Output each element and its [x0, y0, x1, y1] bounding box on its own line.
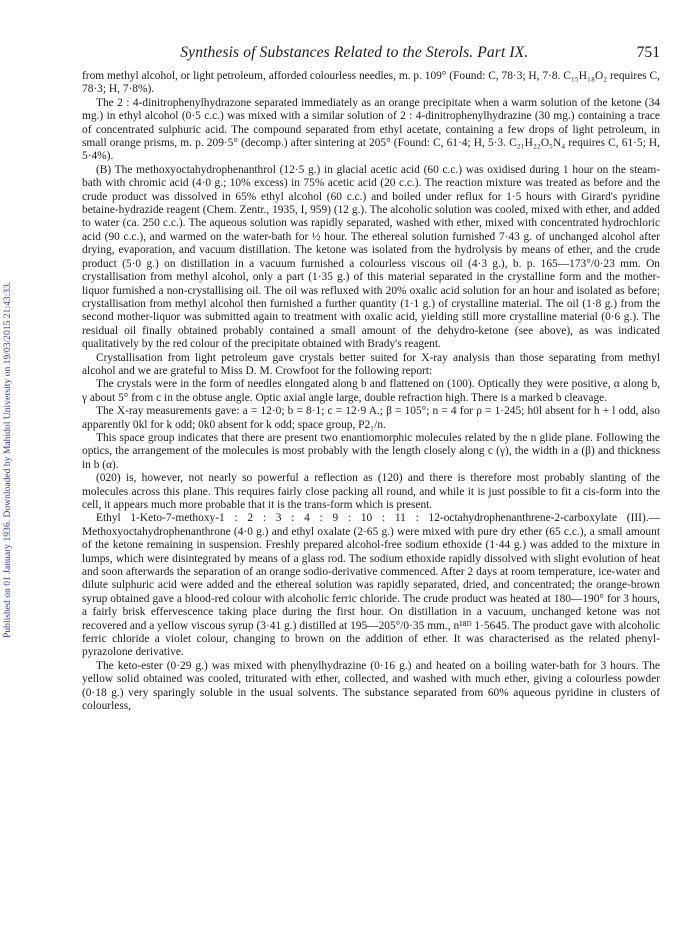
- body-text: [82, 70, 660, 714]
- download-watermark: Published on 01 January 1936. Downloaded by Mahidol University on 19/03/2015 21:43:33.: [2, 281, 13, 639]
- paragraph-crystallisation: Crystallisation from light petroleum gave crystals better suited for X-ray analysis than those separating from methyl alcohol and we are grateful to Miss D. M. Crowfoot for the following report:: [82, 351, 660, 377]
- paragraph-xray-measurements: The X-ray measurements gave: a = 12·0; b = 8·1; c = 12·9 A.; β = 105°; n = 4 for ρ = 1·245; h0l absent for h + l odd, also apparently 0kl for k odd; 0k0 absent for k odd; space group, P2₁/n.: [82, 405, 660, 431]
- paragraph-crystal-form: The crystals were in the form of needles elongated along b and flattened on (100). Optically they were positive, α along b, γ about 5° from c in the obtuse angle. Optic axial angle large, double refraction high. There is a marked b cleavage.: [82, 378, 660, 404]
- paragraph-reflection: (020) is, however, not nearly so powerful a reflection as (120) and there is therefore most probably slanting of the molecules across this plane. This requires fairly close packing all round, and while it is just possible to fit a cis-form into the cell, it appears much more probable that it is the trans-form which is present.: [82, 472, 660, 511]
- paragraph-phenylhydrazine: The keto-ester (0·29 g.) was mixed with phenylhydrazine (0·16 g.) and heated on a boiling water-bath for 3 hours. The yellow solid obtained was cooled, triturated with ether, collected, and washed with much ether, giving a colourless powder (0·18 g.) very sparingly soluble in the usual solvents. The substance separated from 60% aqueous pyridine in clusters of colourless,: [82, 659, 660, 713]
- paragraph-continuation: from methyl alcohol, or light petroleum, afforded colourless needles, m. p. 109° (Found: C, 78·3; H, 7·8. C₁₅H₁₈O₂ requires C, 78·3; H, 7·8%).: [82, 70, 660, 96]
- journal-page: [82, 44, 660, 714]
- running-header: [82, 44, 660, 70]
- paragraph-method-b: (B) The methoxyoctahydrophenanthrol (12·5 g.) in glacial acetic acid (60 c.c.) was oxidised during 1 hour on the steam-bath with chromic acid (4·0 g.; 10% excess) in 75% acetic acid (20 c.c.). The reaction mixture was treated as before and the crude product was dissolved in 65% ethyl alcohol (60 c.c.) and boiled under reflux for 1·5 hours with Girard's pyridine betaine-hydrazide reagent (Chem. Zentr., 1935, I, 959) (12 g.). The alcoholic solution was cooled, mixed with ether, and added to water (ca. 250 c.c.). The aqueous solution was rapidly separated, washed with ether, mixed with concentrated hydrochloric acid (90 c.c.), and warmed on the water-bath for ½ hour. The ethereal solution furnished 7·43 g. of unchanged alcohol after drying, evaporation, and vacuum distillation. The ketone was isolated from the hydrolysis by means of ether, and the crude product (5·0 g.) on distillation in a vacuum furnished a colourless viscous oil (4·3 g.), b. p. 165—173°/0·23 mm. On crystallisation from methyl alcohol, only a part (1·35 g.) of this material separated in the crystalline form and the mother-liquor furnished a non-crystallising oil. The oil was refluxed with 20% oxalic acid solution for an hour and isolated as before; crystallisation from methyl alcohol then furnished a further quantity (1·1 g.) of crystalline material. The oil (1·8 g.) from the second mother-liquor was submitted again to treatment with oxalic acid, yielding still more crystalline material (0·6 g.). The residual oil finally obtained probably contained a small amount of the dehydro-ketone (see above), as was indicated qualitatively by the red colour of the precipitate obtained with Brady's reagent.: [82, 163, 660, 351]
- paragraph-space-group: This space group indicates that there are present two enantiomorphic molecules related by the n glide plane. Following the optics, the arrangement of the molecules is most probably with the length closely along c (γ), the width in a (β) and thickness in b (α).: [82, 431, 660, 471]
- paragraph-dinitrophenylhydrazone: The 2 : 4-dinitrophenylhydrazone separated immediately as an orange precipitate when a warm solution of the ketone (34 mg.) in ethyl alcohol (0·5 c.c.) was mixed with a similar solution of 2 : 4-dinitrophenylhydrazine (30 mg.) containing a trace of concentrated sulphuric acid. The compound separated from ethyl acetate, containing a few drops of light petroleum, in small orange prisms, m. p. 209·5° (decomp.) after sintering at 205° (Found: C, 61·4; H, 5·3. C₂₁H₂₂O₅N₄ requires C, 61·5; H, 5·4%).: [82, 96, 660, 163]
- running-title: Synthesis of Substances Related to the Sterols. Part IX.: [180, 44, 529, 61]
- page-number: 751: [636, 44, 660, 61]
- paragraph-ethyl-keto-ester: Ethyl 1-Keto-7-methoxy-1 : 2 : 3 : 4 : 9 : 10 : 11 : 12-octahydrophenanthrene-2-carboxylate (III).—Methoxyoctahydrophenanthrone (4·0 g.) and ethyl oxalate (2·65 g.) were mixed with pure dry ether (65 c.c.), a small amount of the ketone remaining in suspension. Freshly prepared alcohol-free sodium ethoxide (1·44 g.) was added to the mixture in lumps, which were disintegrated by means of a glass rod. The sodium ethoxide rapidly dissolved with slight evolution of heat and soon afterwards the separation of an orange sodio-derivative commenced. After 2 days at room temperature, ice-water and dilute sulphuric acid were added and the ethereal solution was rapidly separated, dried, and concentrated; the orange-brown syrup obtained gave a blood-red colour with alcoholic ferric chloride. The crude product was heated at 180—190° for 3 hours, a fairly brisk effervescence taking place during the first hour. On distillation in a vacuum, unchanged ketone was not recovered and a yellow viscous syrup (3·41 g.) distilled at 195—205°/0·35 mm., n¹⁸ᴰ 1·5645. The product gave with alcoholic ferric chloride a violet colour, changing to brown on the addition of ether. It was characterised as the related phenyl-pyrazolone derivative.: [82, 512, 660, 659]
